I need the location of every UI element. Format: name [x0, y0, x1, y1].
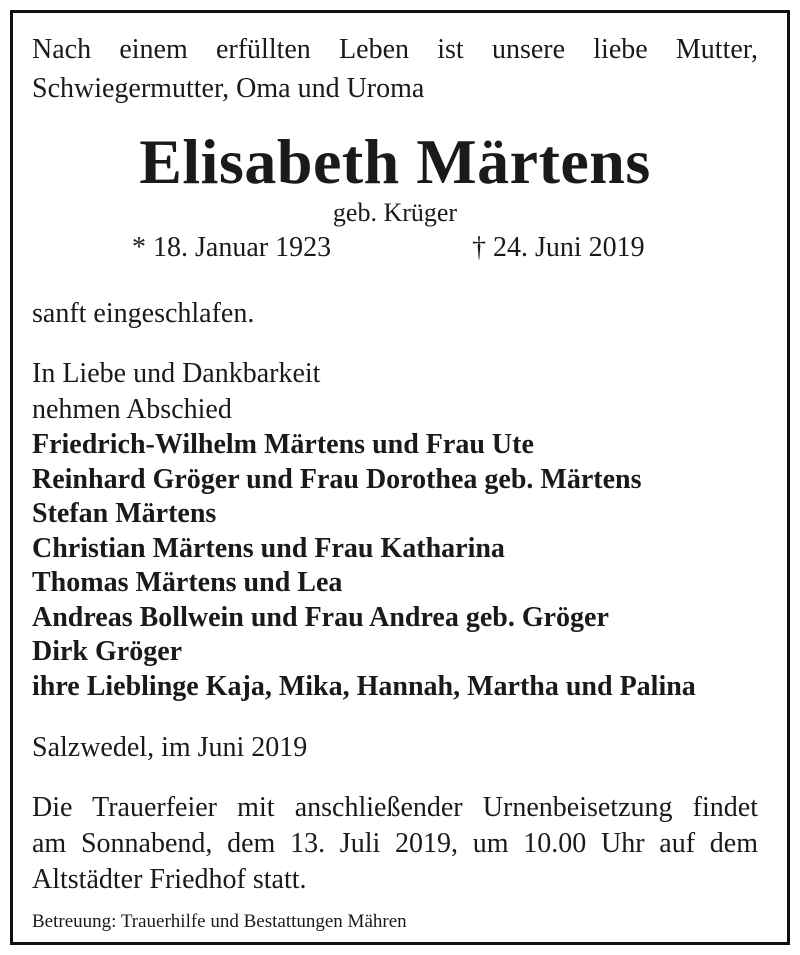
- mourner-entry: Andreas Bollwein und Frau Andrea geb. Gröger: [32, 601, 609, 633]
- mourner-entry: Stefan Märtens: [32, 498, 217, 529]
- farewell-line-2: nehmen Abschied: [32, 394, 232, 425]
- intro-text: [32, 30, 758, 108]
- place-and-date: Salzwedel, im Juni 2019: [32, 732, 308, 763]
- service-line-3: Altstädter Friedhof statt.: [32, 864, 307, 895]
- mourner-entry: Reinhard Gröger und Frau Dorothea geb. Märtens: [32, 463, 642, 495]
- maiden-name: geb. Krüger: [332, 198, 458, 227]
- service-info: [32, 790, 758, 898]
- funeral-home-note: Betreuung: Trauerhilfe und Bestattungen Mähren: [32, 911, 407, 932]
- deceased-name: Elisabeth Märtens: [139, 126, 651, 197]
- mourners-list: [32, 428, 758, 704]
- farewell-block: [32, 356, 758, 704]
- obituary-notice: [32, 22, 758, 934]
- passing-text: sanft eingeschlafen.: [32, 298, 255, 329]
- mourner-entry: Friedrich-Wilhelm Märtens und Frau Ute: [32, 429, 534, 460]
- life-dates: [32, 228, 758, 268]
- mourner-entry: Christian Märtens und Frau Katharina: [32, 532, 505, 564]
- intro-line-2: Schwiegermutter, Oma und Uroma: [32, 73, 425, 104]
- birth-date: * 18. Januar 1923: [132, 232, 332, 263]
- mourner-entry: Thomas Märtens und Lea: [32, 567, 343, 598]
- service-line-2: am Sonnabend, dem 13. Juli 2019, um 10.00 Uhr auf dem: [32, 828, 758, 859]
- service-line-1: Die Trauerfeier mit anschließender Urnenbeisetzung findet: [32, 792, 758, 823]
- death-date: † 24. Juni 2019: [472, 232, 645, 263]
- farewell-line-1: In Liebe und Dankbarkeit: [32, 358, 321, 389]
- mourner-entry: Dirk Gröger: [32, 636, 183, 667]
- intro-line-1: Nach einem erfüllten Leben ist unsere liebe Mutter,: [32, 34, 758, 65]
- mourner-entry: ihre Lieblinge Kaja, Mika, Hannah, Martha und Palina: [32, 670, 696, 702]
